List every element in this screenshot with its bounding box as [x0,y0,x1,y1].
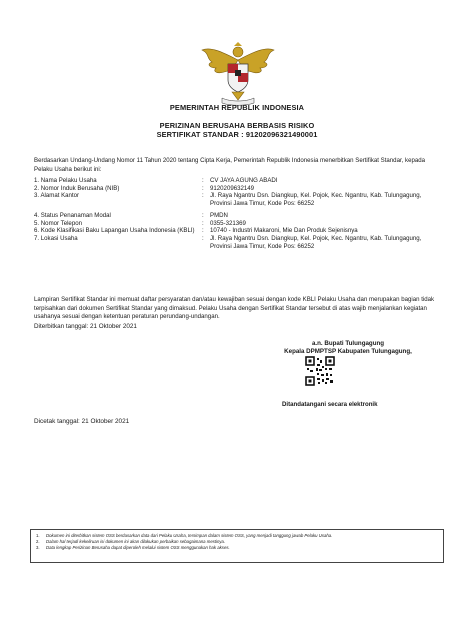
qr-code-icon [305,356,335,386]
permit-type-title: PERIZINAN BERUSAHA BERBASIS RISIKO [159,121,315,130]
field-label: 5. Nomor Telepon [34,219,82,227]
footnote-item: 3. Data lengkap Perizinan Berusaha dapat diperoleh melalui sistem OSS menggunakan hak akses. [36,545,230,551]
signatory-line-2: Kepala DPMPTSP Kabupaten Tulungagung, [284,348,412,355]
signatory-block [268,340,428,356]
footnote-text: Dalam hal terjadi kekeliruan isi dokumen ini akan dilakukan perbaikan sebagaimana mestinya. [46,539,226,545]
field-label: 4. Status Penanaman Modal [34,211,111,219]
field-value: Jl. Raya Ngantru Dsn. Diangkup, Kel. Pojok, Kec. Ngantru, Kab. Tulungagung, Provinsi Jawa Timur, Kode Pos: 66252 [210,192,422,208]
printed-date: Dicetak tanggal: 21 Oktober 2021 [34,418,130,425]
field-value: 0355-321369 [210,219,246,227]
field-row: 2. Nomor Induk Berusaha (NIB) : 9120209632149 [34,185,444,193]
footnote-item: 1. Dokumen ini diterbitkan sistem OSS berdasarkan data dari Pelaku Usaha, tersimpan dalam sistem OSS, yang menjadi tanggung jawab Pelaku Usaha. [36,533,333,538]
field-value: Jl. Raya Ngantru Dsn. Diangkup, Kel. Pojok, Kec. Ngantru, Kab. Tulungagung, Provinsi Jawa Timur, Kode Pos: 66252 [210,234,422,250]
field-value: 10740 - Industri Makaroni, Mie Dan Produk Sejenisnya [210,227,358,235]
intro-paragraph: Berdasarkan Undang-Undang Nomor 11 Tahun 2020 tentang Cipta Kerja, Pemerintah Republik Indonesia menerbitkan Sertifikat Standar, kepada Pelaku Usaha berikut ini: [34,157,426,173]
field-label: 7. Lokasi Usaha [34,234,78,242]
closing-paragraph: Lampiran Sertifikat Standar ini memuat daftar persyaratan dan/atau kewajiban sesuai dengan kode KBLI Pelaku Usaha dan merupakan bagian tidak terpisahkan dari dokumen Sertifikat Standar yang dimaksud. Pelaku Usaha dengan Sertifikat Standar tersebut di atas wajib menjalankan kegiatan usahanya sesuai dengan ketentuan peraturan perundang-undangan. [34,296,435,321]
field-row: 5. Nomor Telepon : 0355-321369 [34,220,444,228]
field-value: PMDN [210,211,228,219]
garuda-emblem-icon [198,40,278,108]
footnotes-box [30,529,444,563]
field-row: 4. Status Penanaman Modal : PMDN [34,212,444,220]
field-row: 7. Lokasi Usaha : Jl. Raya Ngantru Dsn. Diangkup, Kel. Pojok, Kec. Ngantru, Kab. Tulungagung, Provinsi Jawa Timur, Kode Pos: 66252 [34,235,444,250]
field-row: 1. Nama Pelaku Usaha : CV JAYA AGUNG ABADI [34,177,444,185]
field-label: 2. Nomor Induk Berusaha (NIB) [34,184,120,192]
field-label: 6. Kode Klasifikasi Baku Lapangan Usaha Indonesia (KBLI) [34,227,195,235]
government-title: PEMERINTAH REPUBLIK INDONESIA [169,103,305,112]
footnote-text: Dokumen ini diterbitkan sistem OSS berdasarkan data dari Pelaku Usaha, tersimpan dalam sistem OSS, yang menjadi tanggung jawab Pelaku Usaha. [46,533,333,538]
certificate-number: SERTIFIKAT STANDAR : 91202096321490001 [156,130,318,139]
field-value: CV JAYA AGUNG ABADI [210,177,278,184]
footnote-item: 2. Dalam hal terjadi kekeliruan isi dokumen ini akan dilakukan perbaikan sebagaimana mestinya. [36,539,226,545]
issued-date: Diterbitkan tanggal: 21 Oktober 2021 [34,323,137,330]
footnote-text: Data lengkap Perizinan Berusaha dapat diperoleh melalui sistem OSS menggunakan hak akses. [46,545,230,551]
field-row: 3. Alamat Kantor : Jl. Raya Ngantru Dsn. Diangkup, Kel. Pojok, Kec. Ngantru, Kab. Tulungagung, Provinsi Jawa Timur, Kode Pos: 66252 [34,192,444,207]
field-value: 9120209632149 [210,184,255,192]
field-row: 6. Kode Klasifikasi Baku Lapangan Usaha Indonesia (KBLI) : 10740 - Industri Makaroni, Mie Dan Produk Sejenisnya [34,227,444,235]
signatory-line-1: a.n. Bupati Tulungagung [311,340,385,347]
field-label: 1. Nama Pelaku Usaha [34,177,97,184]
electronic-signature-note: Ditandatangani secara elektronik [282,401,378,408]
field-label: 3. Alamat Kantor [34,192,80,200]
business-details [34,177,444,250]
